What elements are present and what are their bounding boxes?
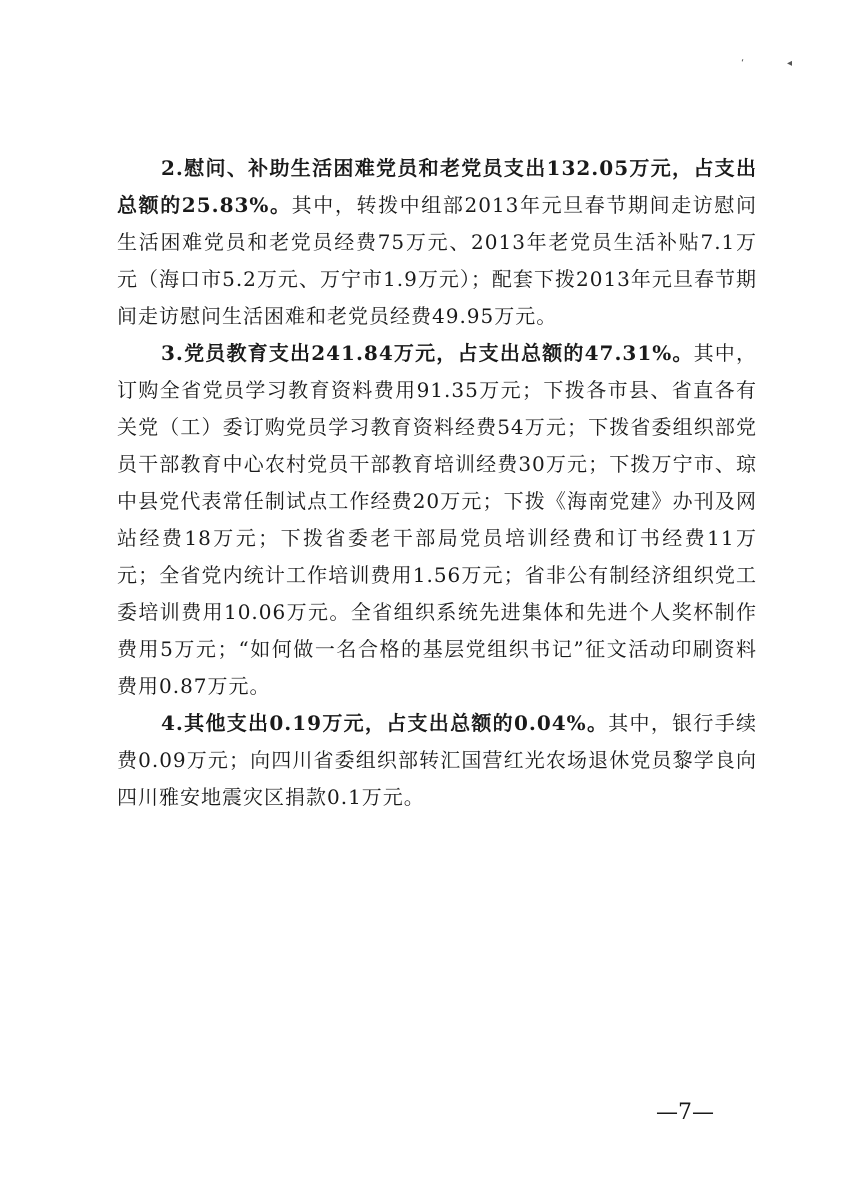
page-number: —7— bbox=[656, 1100, 714, 1125]
paragraph-body: 其中，转拨中组部2013年元旦春节期间走访慰问生活困难党员和老党员经费75万元、2013年老党员生活补贴7.1万元（海口市5.2万元、万宁市1.9万元）；配套下拨2013年元旦春节期间走访慰问生活困难和老党员经费49.95万元。 bbox=[117, 193, 757, 328]
document-body bbox=[117, 150, 757, 816]
paragraph-lead: 3.党员教育支出241.84万元，占支出总额的47.31%。 bbox=[161, 341, 694, 365]
paragraph-condolence-expenditure bbox=[117, 150, 757, 335]
paragraph-lead: 4.其他支出0.19万元，占支出总额的0.04%。 bbox=[161, 711, 609, 735]
paragraph-body: 其中，订购全省党员学习教育资料费用91.35万元；下拨各市县、省直各有关党（工）委订购党员学习教育资料经费54万元；下拨省委组织部党员干部教育中心农村党员干部教育培训经费30万元；下拨万宁市、琼中县党代表常任制试点工作经费20万元；下拨《海南党建》办刊及网站经费18万元；下拨省委老干部局党员培训经费和订书经费11万元；全省党内统计工作培训费用1.56万元；省非公有制经济组织党工委培训费用10.06万元。全省组织系统先进集体和先进个人奖杯制作费用5万元；“如何做一名合格的基层党组织书记”征文活动印刷资料费用0.87万元。 bbox=[117, 341, 757, 698]
scan-mark: ◂ bbox=[787, 58, 793, 69]
paragraph-other-expenditure bbox=[117, 705, 757, 816]
paragraph-body: 其中，银行手续费0.09万元；向四川省委组织部转汇国营红光农场退休党员黎学良向四川雅安地震灾区捐款0.1万元。 bbox=[117, 711, 757, 809]
paragraph-education-expenditure bbox=[117, 335, 757, 705]
paragraph-lead: 2.慰问、补助生活困难党员和老党员支出132.05万元，占支出总额的25.83%。 bbox=[117, 156, 757, 217]
scan-mark: ‘ bbox=[741, 58, 745, 69]
